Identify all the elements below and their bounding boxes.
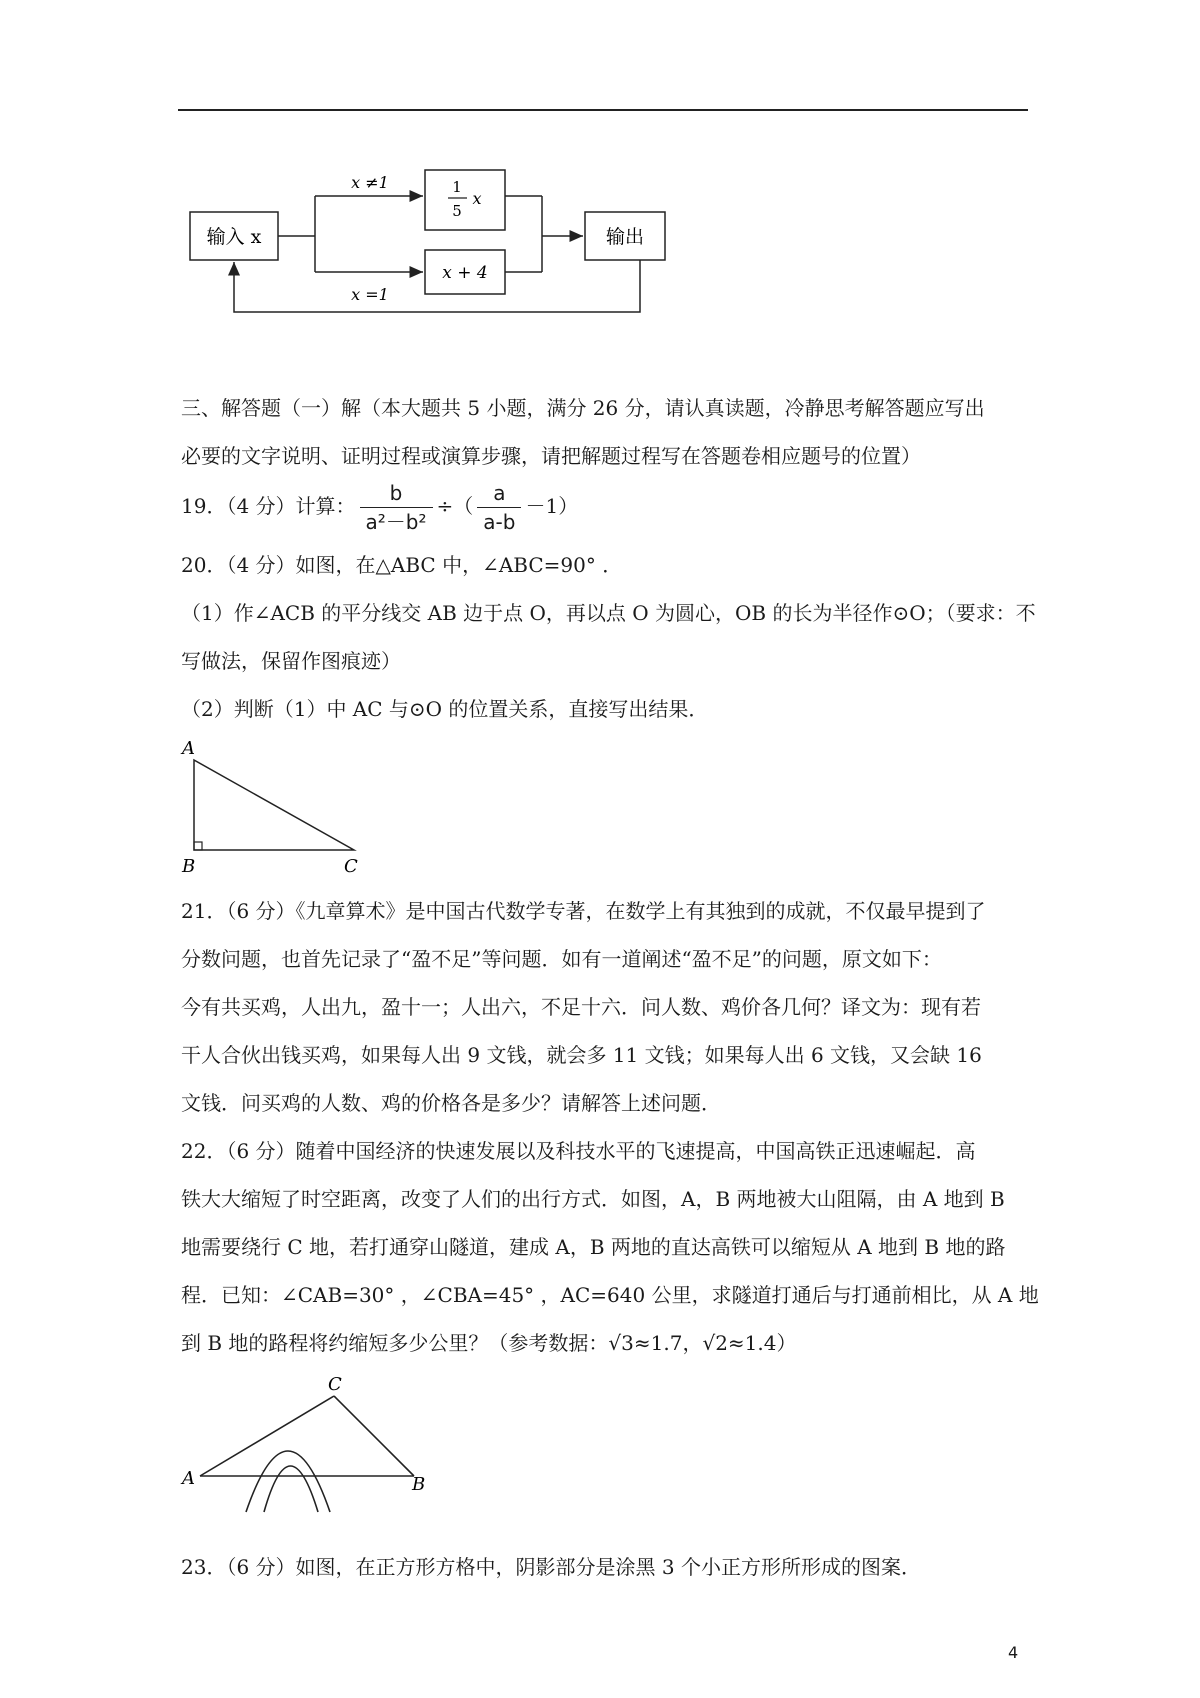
- mountain-inner: [264, 1466, 318, 1512]
- q21-line2: 分数问题，也首先记录了“盈不足”等问题．如有一道阐述“盈不足”的问题，原文如下：: [181, 947, 942, 971]
- vertex-b-label: B: [412, 1474, 426, 1495]
- top-box-num: 1: [452, 178, 462, 196]
- q22-mountain-figure: [178, 1370, 438, 1520]
- top-condition: x ≠1: [351, 173, 389, 192]
- q20-line4: （2）判断（1）中 AC 与⊙O 的位置关系，直接写出结果．: [181, 697, 709, 721]
- q22-line5: 到 B 地的路程将约缩短多少公里？（参考数据：√3≈1.7，√2≈1.4）: [181, 1331, 797, 1355]
- triangle-abc: [194, 760, 354, 850]
- q20-line1: 20．（4 分）如图，在△ABC 中，∠ABC=90° ．: [181, 553, 623, 577]
- section-header-line2: 必要的文字说明、证明过程或演算步骤，请把解题过程写在答题卷相应题号的位置）: [181, 444, 921, 468]
- q22-line2: 铁大大缩短了时空距离，改变了人们的出行方式．如图，A，B 两地被大山阻隔，由 A 地到 B: [181, 1187, 1005, 1211]
- q21-line3: 今有共买鸡，人出九，盈十一；人出六，不足十六．问人数、鸡价各几何？译文为：现有若: [181, 995, 981, 1019]
- bottom-box-label: x + 4: [442, 263, 488, 283]
- bottom-condition: x =1: [351, 285, 389, 304]
- q20-triangle-figure: [178, 738, 378, 878]
- q22-line1: 22．（6 分）随着中国经济的快速发展以及科技水平的飞速提高，中国高铁正迅速崛起．高: [181, 1139, 976, 1163]
- q21-line5: 文钱．问买鸡的人数、鸡的价格各是多少？请解答上述问题．: [181, 1091, 721, 1115]
- q23-line1: 23．（6 分）如图，在正方形方格中，阴影部分是涂黑 3 个小正方形所形成的图案．: [181, 1555, 921, 1579]
- q20-line3: 写做法，保留作图痕迹）: [181, 649, 401, 673]
- page-number: 4: [1008, 1643, 1019, 1662]
- mountain-outer: [246, 1451, 330, 1512]
- q20-line2: （1）作∠ACB 的平分线交 AB 边于点 O，再以点 O 为圆心，OB 的长为半径作⊙O；（要求：不: [181, 601, 1036, 625]
- q21-line4: 干人合伙出钱买鸡，如果每人出 9 文钱，就会多 11 文钱；如果每人出 6 文钱，又会缺 16: [181, 1043, 982, 1067]
- vertex-b-label: B: [182, 856, 196, 877]
- q19-divide: ÷（: [436, 494, 474, 518]
- output-label: 输出: [605, 226, 645, 248]
- input-label: 输入 x: [206, 226, 262, 248]
- question-19: [181, 478, 578, 534]
- vertex-c-label: C: [328, 1374, 342, 1395]
- q19-prefix: 19．（4 分）计算：: [181, 494, 356, 518]
- section-header-line1: 三、解答题（一）解（本大题共 5 小题，满分 26 分，请认真读题，冷静思考解答题应写出: [181, 396, 985, 420]
- top-box-var: x: [472, 189, 482, 208]
- q22-line4: 程．已知：∠CAB=30° ，∠CBA=45° ，AC=640 公里，求隧道打通后与打通前相比，从 A 地: [181, 1283, 1039, 1307]
- vertex-a-label: A: [182, 738, 195, 759]
- top-box: [425, 170, 505, 230]
- vertex-a-label: A: [182, 1468, 195, 1489]
- top-box-den: 5: [452, 202, 462, 220]
- q22-line3: 地需要绕行 C 地，若打通穿山隧道，建成 A，B 两地的直达高铁可以缩短从 A 地到 B 地的路: [181, 1235, 1006, 1259]
- q19-fraction-2: $\frac{a}{a-b}$: [477, 481, 521, 534]
- q21-line1: 21．（6 分）《九章算术》是中国古代数学专著，在数学上有其独到的成就，不仅最早提到了: [181, 899, 986, 923]
- right-angle-mark: [194, 842, 202, 850]
- q19-fraction-1: $\frac{b}{\text{a²－b²}}$: [360, 481, 433, 534]
- flowchart-figure: [180, 160, 700, 320]
- vertex-c-label: C: [344, 856, 358, 877]
- header-rule: [178, 109, 1028, 111]
- q19-suffix: －1）: [525, 494, 579, 518]
